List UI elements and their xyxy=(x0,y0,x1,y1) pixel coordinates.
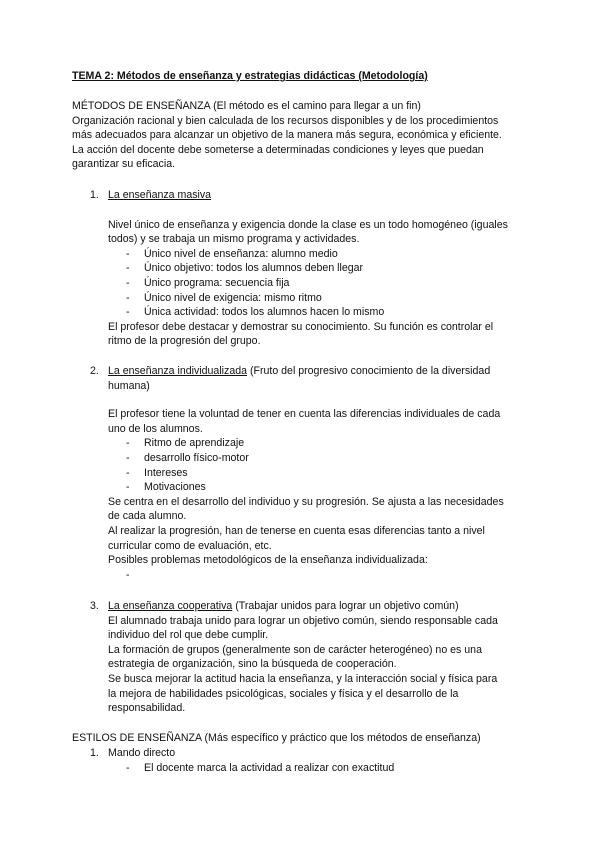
metodos-line: La acción del docente debe someterse a determinadas condiciones y leyes que puedan xyxy=(72,143,484,156)
section-2-outro: Al realizar la progresión, han de tenerse en cuenta esas diferencias tanto a nivel xyxy=(108,524,485,537)
section-3-line: Se busca mejorar la actitud hacia la enseñanza, y la interacción social y física para xyxy=(108,672,498,685)
section-3-line: responsabilidad. xyxy=(108,702,186,715)
section-2-title: La enseñanza individualizada xyxy=(108,365,248,377)
list-item: - Motivaciones xyxy=(126,481,206,494)
estilos-section xyxy=(72,731,542,746)
section-2 xyxy=(108,364,548,582)
metodos-line: garantizar su eficacia. xyxy=(72,158,176,171)
section-3-title-note: (Trabajar unidos para lograr un objetivo común) xyxy=(235,600,459,612)
section-3-line: El alumnado trabaja unido para lograr un objetivo común, siendo responsable cada xyxy=(108,614,498,627)
metodos-heading: MÉTODOS DE ENSEÑANZA xyxy=(72,100,211,112)
section-2-outro: de cada alumno. xyxy=(108,510,187,523)
estilos-heading: ESTILOS DE ENSEÑANZA xyxy=(72,732,202,744)
section-1 xyxy=(108,188,548,349)
section-1-outro: El profesor debe destacar y demostrar su conocimiento. Su función es controlar el xyxy=(108,320,494,333)
estilos-heading-note: (Más específico y práctico que los métodos de enseñanza) xyxy=(204,732,481,744)
section-3-line: La formación de grupos (generalmente son de carácter heterogéneo) no es una xyxy=(108,643,482,656)
section-3-line: estrategia de organización, sino la búsqueda de cooperación. xyxy=(108,658,397,671)
list-item: - Único nivel de enseñanza: alumno medio xyxy=(126,247,338,260)
estilos-item-number: 1. xyxy=(90,747,99,759)
section-3-line: individuo del rol que debe cumplir. xyxy=(108,629,269,642)
section-1-title: La enseñanza masiva xyxy=(108,189,212,201)
section-2-outro: Posibles problemas metodológicos de la enseñanza individualizada: xyxy=(108,554,428,567)
section-2-intro: uno de los alumnos. xyxy=(108,422,203,435)
list-item-empty: - xyxy=(126,568,130,581)
list-item: - El docente marca la actividad a realizar con exactitud xyxy=(126,761,395,774)
document-title: TEMA 2: Métodos de enseñanza y estrategias didácticas (Metodología) xyxy=(72,70,428,82)
list-item: - Intereses xyxy=(126,466,188,479)
estilos-heading-line xyxy=(72,731,542,746)
metodos-line: más adecuados para alcanzar un objetivo de la manera más segura, económica y eficiente. xyxy=(72,129,502,142)
list-item: - Única actividad: todos los alumnos hacen lo mismo xyxy=(126,306,385,319)
list-item: - Ritmo de aprendizaje xyxy=(126,437,245,450)
metodos-heading-note: (El método es el camino para llegar a un fin) xyxy=(213,100,421,112)
list-item: - desarrollo físico-motor xyxy=(126,451,249,464)
section-2-title-line xyxy=(108,364,548,379)
section-1-intro: Nivel único de enseñanza y exigencia donde la clase es un todo homogéneo (iguales xyxy=(108,218,508,231)
section-3-title-line xyxy=(108,599,548,614)
metodos-section xyxy=(72,99,542,172)
section-2-number: 2. xyxy=(90,365,99,377)
section-2-title-note: (Fruto del progresivo conocimiento de la diversidad xyxy=(249,365,491,377)
estilos-item-title: Mando directo xyxy=(108,747,176,759)
list-item: - Único programa: secuencia fija xyxy=(126,276,290,289)
section-3-line: la mejora de habilidades psicológicas, sociales y física y el desarrollo de la xyxy=(108,687,459,700)
section-1-number: 1. xyxy=(90,189,99,201)
section-3-number: 3. xyxy=(90,600,99,612)
section-3-title: La enseñanza cooperativa xyxy=(108,600,233,612)
section-3 xyxy=(108,599,548,716)
estilos-item xyxy=(108,746,548,775)
list-item: - Único nivel de exigencia: mismo ritmo xyxy=(126,291,322,304)
list-item: - Único objetivo: todos los alumnos deben llegar xyxy=(126,262,364,275)
section-2-intro: El profesor tiene la voluntad de tener en cuenta las diferencias individuales de cada xyxy=(108,408,501,421)
section-2-outro: curricular como de evaluación, etc. xyxy=(108,539,272,552)
section-1-intro: todos) y se trabaja un mismo programa y actividades. xyxy=(108,233,360,246)
section-1-outro: ritmo de la progresión del grupo. xyxy=(108,335,261,348)
section-2-outro: Se centra en el desarrollo del individuo y su progresión. Se ajusta a las necesidades xyxy=(108,495,504,508)
metodos-heading-line xyxy=(72,99,542,114)
metodos-line: Organización racional y bien calculada de los recursos disponibles y de los procedimientos xyxy=(72,114,499,127)
section-2-title-note-cont: humana) xyxy=(108,379,150,392)
